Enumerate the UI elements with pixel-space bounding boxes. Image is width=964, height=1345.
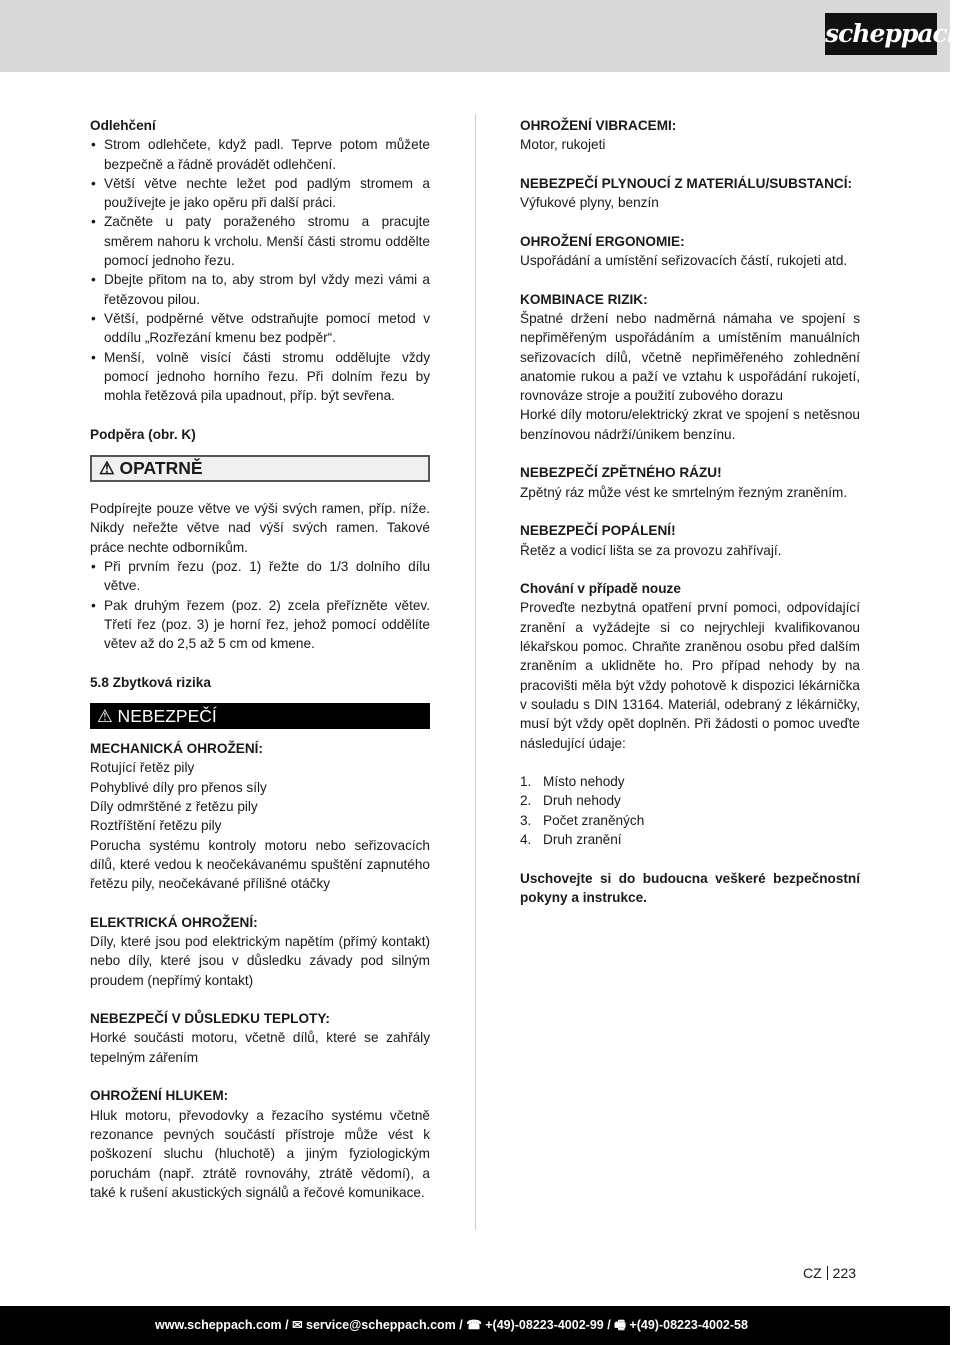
- list-item: • Dbejte přitom na to, aby strom byl vždy mezi vámi a řetězovou pilou.: [90, 270, 430, 309]
- list-item: 2. Druh nehody: [520, 793, 621, 809]
- ergo-heading: OHROŽENÍ ERGONOMIE:: [520, 233, 685, 249]
- subst-text: Výfukové plyny, benzín: [520, 195, 659, 211]
- keep-instructions: Uschovejte si do budoucna veškeré bezpečnostní pokyny a instrukce.: [520, 870, 860, 905]
- section-heading: 5.8 Zbytková rizika: [90, 674, 211, 690]
- mech-text: Porucha systému kontroly motoru nebo seřizovacích dílů, které vedou k neočekávanému spuštění zapnutého řetězu pily, neočekávané přílišné otáčky: [90, 837, 430, 892]
- list-item: • Větší větve nechte ležet pod padlým stromem a používejte je jako opěru při další práci.: [90, 174, 430, 213]
- kickback-heading: NEBEZPEČÍ ZPĚTNÉHO RÁZU!: [520, 465, 722, 481]
- odlehceni-list: [90, 135, 430, 405]
- podpera-list: [90, 557, 430, 653]
- komb-text: Horké díly motoru/elektrický zkrat ve spojení s netěsnou benzínovou nádrží/únikem benzínu.: [520, 407, 860, 442]
- page-header: [0, 0, 964, 72]
- burn-heading: NEBEZPEČÍ POPÁLENÍ!: [520, 523, 676, 539]
- list-item: • Strom odlehčete, když padl. Teprve potom můžete bezpečně a řádně provádět odlehčení.: [90, 135, 430, 174]
- caution-box: ⚠ OPATRNĚ: [90, 455, 430, 482]
- list-item: • Pak druhým řezem (poz. 2) zcela přeřízněte větev. Třetí řez (poz. 3) je horní řez, jehož pomocí oddělíte větev až do 2,5 až 5 cm od kmene.: [90, 596, 430, 654]
- podpera-heading: Podpěra (obr. K): [90, 426, 196, 442]
- list-item: • Menší, volně visící části stromu oddělujte vždy pomocí jednoho horního řezu. Při dolním řezu by mohla řetězová pila upadnout, příp. být sevřena.: [90, 348, 430, 406]
- komb-heading: KOMBINACE RIZIK:: [520, 291, 648, 307]
- list-item: 4. Druh zranění: [520, 831, 622, 847]
- elec-heading: ELEKTRICKÁ OHROŽENÍ:: [90, 914, 258, 930]
- emergency-heading: Chování v případě nouze: [520, 581, 681, 597]
- mech-line: Díly odmrštěné z řetězu pily: [90, 798, 258, 814]
- list-item: 3. Počet zraněných: [520, 812, 645, 828]
- emergency-text: Proveďte nezbytná opatření první pomoci, odpovídající zranění a vyžádejte si co nejrychleji kvalifikovanou lékařskou pomoc. Chraňte zraněnou osobu před dalším zraněním a uklidněte ho. Pro případ nehody by na pracovišti měla být vždy pohotově k dispozici lékárnička v souladu s DIN 13164. Materiál, odebraný z lékárničky, musí být vždy opět doplněn. Při žádosti o pomoc uveďte následující údaje:: [520, 600, 860, 751]
- noise-text: Hluk motoru, převodovky a řezacího systému včetně rezonance pevných součástí přístroje může vést k poškození sluchu (hluchotě) a jiným fyziologickým poruchám (např. ztrátě rovnováhy, ztrátě vědomí), a také k rušení akustických signálů a řečové komunikace.: [90, 1107, 430, 1200]
- brand-logo: scheppach: [825, 13, 937, 55]
- mech-line: Roztříštění řetězu pily: [90, 818, 222, 834]
- mech-line: Rotující řetěz pily: [90, 760, 195, 776]
- list-item: 1. Místo nehody: [520, 774, 625, 790]
- list-item: • Začněte u paty poraženého stromu a pracujte směrem nahoru k vrcholu. Menší části stromu oddělte pomocí jednoho řezu.: [90, 212, 430, 270]
- kickback-text: Zpětný ráz může vést ke smrtelným řezným zraněním.: [520, 484, 848, 500]
- list-item: • Při prvním řezu (poz. 1) řežte do 1/3 dolního dílu větve.: [90, 557, 430, 596]
- vib-text: Motor, rukojeti: [520, 137, 606, 153]
- komb-text: Špatné držení nebo nadměrná námaha ve spojení s nepřiměřeným uspořádáním a umístěním manuálních seřizovacích dílů, včetně nepřiměřeného zohlednění anatomie rukou a paží ve vztahu k uspořádání rukojetí, rovnováze stroje a použití zubového dorazu: [520, 310, 860, 404]
- vib-heading: OHROŽENÍ VIBRACEMI:: [520, 118, 677, 133]
- mech-heading: MECHANICKÁ OHROŽENÍ:: [90, 741, 263, 757]
- page-footer: [0, 1306, 950, 1345]
- page-number: CZ 223: [803, 1265, 857, 1281]
- right-column: [520, 116, 860, 907]
- burn-text: Řetěz a vodicí lišta se za provozu zahřívají.: [520, 542, 782, 558]
- podpera-text: Podpírejte pouze větve ve výši svých ramen, příp. níže. Nikdy neřežte větve nad výší svých ramen. Takové práce nechte odborníkům.: [90, 501, 430, 555]
- noise-heading: OHROŽENÍ HLUKEM:: [90, 1088, 229, 1104]
- odlehceni-heading: Odlehčení: [90, 118, 156, 133]
- footer-contact: www.scheppach.com / ✉ service@scheppach.com / ☎ +(49)-08223-4002-99 / 🖷 +(49)-08223-4002-58: [155, 1318, 748, 1332]
- column-divider: [475, 114, 476, 1230]
- mech-line: Pohyblivé díly pro přenos síly: [90, 779, 267, 795]
- list-item: • Větší, podpěrné větve odstraňujte pomocí metod v oddílu „Rozřezání kmenu bez podpěr“.: [90, 309, 430, 348]
- subst-heading: NEBEZPEČÍ PLYNOUCÍ Z MATERIÁLU/SUBSTANCÍ:: [520, 175, 853, 191]
- emergency-list: [520, 772, 860, 849]
- danger-box: ⚠ NEBEZPEČÍ: [90, 703, 430, 729]
- temp-heading: NEBEZPEČÍ V DŮSLEDKU TEPLOTY:: [90, 1011, 330, 1027]
- elec-text: Díly, které jsou pod elektrickým napětím (přímý kontakt) nebo díly, které jsou v důsledku závady pod silným proudem (nepřímý kontakt): [90, 933, 430, 988]
- ergo-text: Uspořádání a umístění seřizovacích částí, rukojeti atd.: [520, 253, 848, 269]
- temp-text: Horké součásti motoru, včetně dílů, které se zahřály tepelným zářením: [90, 1030, 430, 1065]
- left-column: [90, 116, 430, 1202]
